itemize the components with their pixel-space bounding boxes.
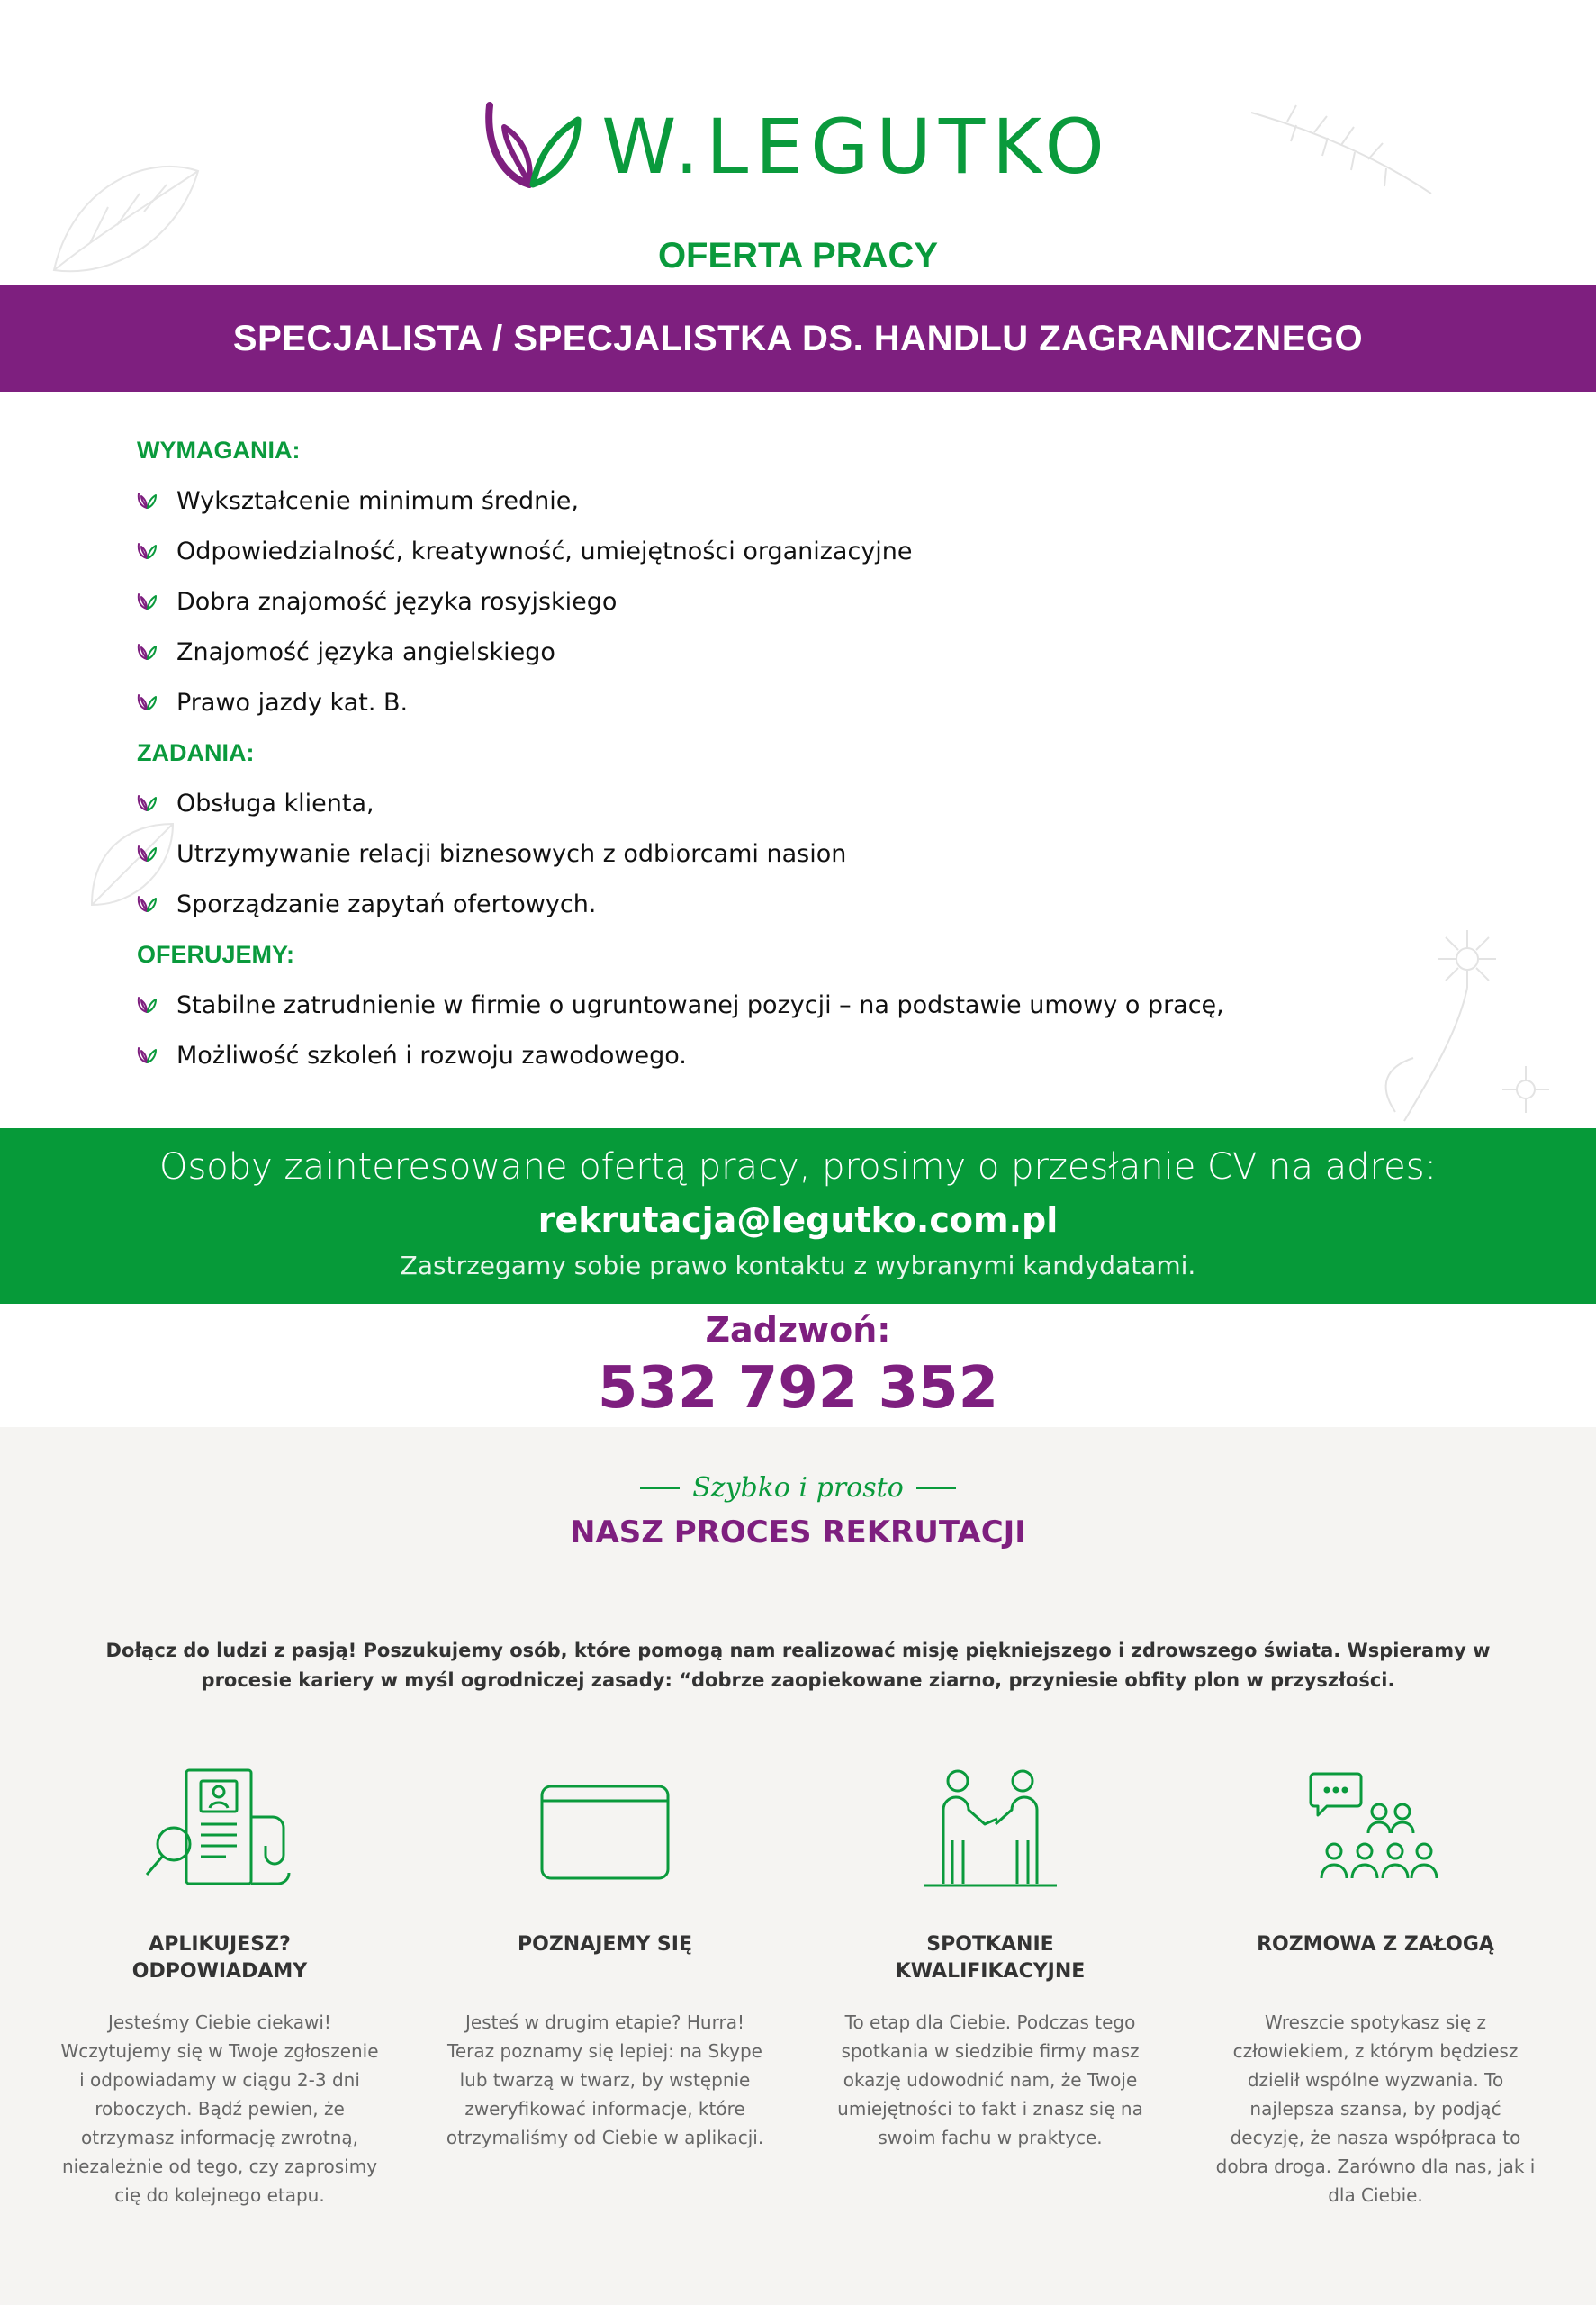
script-heading <box>0 1472 1596 1504</box>
team-chat-icon <box>1303 1765 1447 1891</box>
list-item <box>137 576 1307 627</box>
process-title: NASZ PROCES REKRUTACJI <box>570 1514 1026 1550</box>
step-description: To etap dla Ciebie. Podczas tego spotkania w siedzibie firmy masz okazję udowodnić nam, że Twoje umiejętności to fakt i znasz się na swoim fachu w praktyce. <box>837 2011 1143 2148</box>
divider <box>640 1487 680 1489</box>
brand-logo <box>0 97 1596 196</box>
step-title: ROZMOWA Z ZAŁOGĄ <box>1257 1933 1494 1956</box>
list-item-text: Stabilne zatrudnienie w firmie o ugruntowanej pozycji – na podstawie umowy o pracę, <box>176 990 1224 1019</box>
list-item <box>137 627 1307 677</box>
list-item <box>137 475 1307 526</box>
list-item-text: Odpowiedzialność, kreatywność, umiejętności organizacyjne <box>176 537 913 565</box>
step-description: Jesteśmy Ciebie ciekawi! Wczytujemy się w Twoje zgłoszenie i odpowiadamy w ciągu 2-3 dni roboczych. Bądź pewien, że otrzymasz informację zwrotną, niezależnie od tego, czy zaprosimy cię do kolejnego etapu. <box>60 2011 379 2206</box>
contact-note: Zastrzegamy sobie prawo kontaktu z wybranymi kandydatami. <box>400 1251 1196 1280</box>
list-item-text: Znajomość języka angielskiego <box>176 637 555 666</box>
list-item-text: Utrzymywanie relacji biznesowych z odbiorcami nasion <box>176 839 847 868</box>
recruitment-process-section <box>0 1427 1596 2305</box>
screen-icon <box>533 1765 677 1891</box>
list-item-text: Wykształcenie minimum średnie, <box>176 486 579 515</box>
list-item <box>137 828 1307 879</box>
list-item <box>137 1030 1307 1080</box>
leaf-bullet-icon <box>137 996 176 1014</box>
cta-text: Osoby zainteresowane ofertą pracy, prosimy o przesłanie CV na adres: <box>158 1146 1438 1188</box>
process-steps <box>27 1765 1569 2305</box>
step-title: SPOTKANIE KWALIFIKACYJNE <box>895 1933 1086 1983</box>
process-intro: Dołącz do ludzi z pasją! Poszukujemy osób, które pomogą nam realizować misję piękniejszego i zdrowszego świata. Wspieramy w procesie kariery w myśl ogrodniczej zasady: “dobrze zaopiekowane ziarno, przyniesie obfity plon w przyszłości. <box>105 1640 1491 1691</box>
leaf-bullet-icon <box>137 895 176 913</box>
offer-label: OFERTA PRACY <box>657 236 939 276</box>
flower-decoration-icon <box>1323 923 1557 1125</box>
leaf-bullet-icon <box>137 643 176 661</box>
offer-details <box>137 425 1307 1080</box>
list-item-text: Obsługa klienta, <box>176 789 374 818</box>
step-title: APLIKUJESZ? ODPOWIADAMY <box>131 1933 308 1983</box>
leaf-bullet-icon <box>137 693 176 711</box>
section-heading: WYMAGANIA: <box>137 437 301 464</box>
divider <box>916 1487 956 1489</box>
list-item-text: Dobra znajomość języka rosyjskiego <box>176 587 618 616</box>
call-label: Zadzwoń: <box>705 1310 891 1350</box>
leaf-bullet-icon <box>137 592 176 610</box>
step-description: Jesteś w drugim etapie? Hurra! Teraz poznamy się lepiej: na Skype lub twarzą w twarz, by wstępnie zweryfikować informacje, które otrzymaliśmy od Ciebie w aplikacji. <box>446 2011 764 2148</box>
list-item-text: Możliwość szkoleń i rozwoju zawodowego. <box>176 1041 687 1070</box>
process-step <box>412 1765 798 2305</box>
step-title: POZNAJEMY SIĘ <box>518 1933 692 1956</box>
step-description: Wreszcie spotykasz się z człowiekiem, z którym będziesz dzielił wspólne wyzwania. To najlepsza szansa, by podjąć decyzję, że nasza współpraca to dobra droga. Zarówno dla nas, jak i dla Ciebie. <box>1215 2011 1536 2206</box>
script-subtitle: Szybko i prosto <box>692 1472 904 1504</box>
document-search-icon <box>134 1765 305 1891</box>
process-step <box>1183 1765 1568 2305</box>
leaf-logo-icon <box>484 102 583 192</box>
leaf-bullet-icon <box>137 845 176 863</box>
list-item <box>137 526 1307 576</box>
leaf-bullet-icon <box>137 1046 176 1064</box>
position-title: SPECJALISTA / SPECJALISTKA DS. HANDLU ZAGRANICZNEGO <box>232 318 1364 358</box>
position-title-band <box>0 285 1596 392</box>
list-item-text: Prawo jazdy kat. B. <box>176 688 409 717</box>
list-item <box>137 778 1307 828</box>
list-item <box>137 677 1307 728</box>
process-step <box>27 1765 412 2305</box>
phone-number[interactable]: 532 792 352 <box>597 1355 999 1422</box>
handshake-icon <box>918 1765 1062 1891</box>
brand-name: W.LEGUTKO <box>601 103 1112 191</box>
list-item <box>137 980 1307 1030</box>
leaf-bullet-icon <box>137 542 176 560</box>
list-item-text: Sporządzanie zapytań ofertowych. <box>176 890 597 918</box>
leaf-bullet-icon <box>137 794 176 812</box>
leaf-bullet-icon <box>137 492 176 510</box>
process-step <box>798 1765 1183 2305</box>
section-heading: ZADANIA: <box>137 739 255 766</box>
list-item <box>137 879 1307 929</box>
section-heading: OFERUJEMY: <box>137 941 295 968</box>
cv-submission-band <box>0 1128 1596 1304</box>
recruitment-email[interactable]: rekrutacja@legutko.com.pl <box>537 1200 1059 1240</box>
